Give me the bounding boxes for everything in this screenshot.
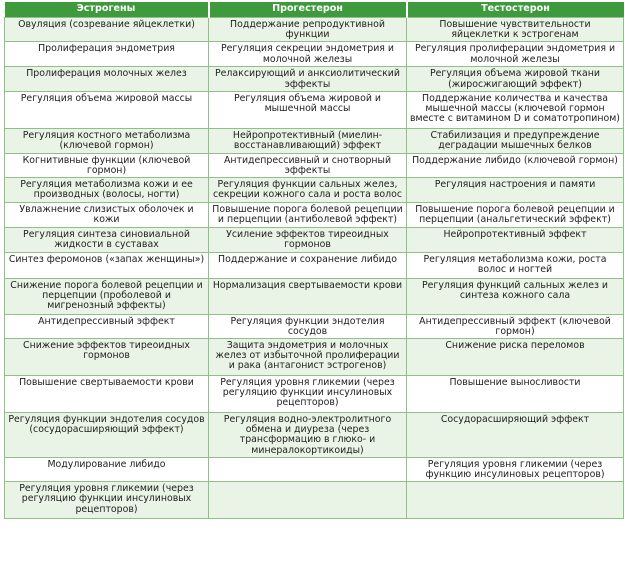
table-row xyxy=(5,153,624,177)
table-row xyxy=(5,278,624,314)
table-row xyxy=(5,67,624,91)
cell-progesterone: Усиление эффектов тиреоидных гормонов xyxy=(209,228,407,252)
cell-estrogens: Антидепрессивный эффект xyxy=(5,314,209,338)
table-row xyxy=(5,128,624,153)
cell-testosterone: Повышение порога болевой рецепции и перцепции (анальгетический эффект) xyxy=(407,203,624,228)
cell-estrogens: Повышение свертываемости крови xyxy=(5,376,209,413)
table-row xyxy=(5,42,624,67)
cell-progesterone: Нормализация свертываемости крови xyxy=(209,278,407,314)
cell-testosterone xyxy=(407,482,624,519)
cell-testosterone: Повышение выносливости xyxy=(407,376,624,413)
header-row xyxy=(5,2,624,18)
table-row xyxy=(5,339,624,376)
header-estrogens: Эстрогены xyxy=(5,2,209,18)
cell-testosterone: Регуляция функций сальных желез и синтеза кожного сала xyxy=(407,278,624,314)
table-row xyxy=(5,314,624,338)
cell-estrogens: Снижение порога болевой рецепции и перцепции (проболевой и мигренозный эффекты) xyxy=(5,278,209,314)
cell-progesterone: Регуляция секреции эндометрия и молочной железы xyxy=(209,42,407,67)
cell-estrogens: Пролиферация молочных желез xyxy=(5,67,209,91)
cell-estrogens: Регуляция уровня гликемии (через регуляцию функции инсулиновых рецепторов) xyxy=(5,482,209,519)
table-row xyxy=(5,178,624,203)
cell-testosterone: Поддержание количества и качества мышечной массы (ключевой гормон вместе с витамином D и соматотропином) xyxy=(407,91,624,128)
cell-estrogens: Регуляция костного метаболизма (ключевой гормон) xyxy=(5,128,209,153)
cell-progesterone: Регуляция водно-электролитного обмена и диуреза (через трансформацию в глюко- и минералокортикоиды) xyxy=(209,413,407,458)
cell-progesterone: Регуляция объема жировой и мышечной массы xyxy=(209,91,407,128)
cell-testosterone: Регуляция настроения и памяти xyxy=(407,178,624,203)
hormone-table-container xyxy=(4,2,623,519)
header-testosterone: Тестостерон xyxy=(407,2,624,18)
table-row xyxy=(5,252,624,278)
table-row xyxy=(5,413,624,458)
cell-estrogens: Когнитивные функции (ключевой гормон) xyxy=(5,153,209,177)
cell-testosterone: Снижение риска переломов xyxy=(407,339,624,376)
cell-testosterone: Регуляция пролиферации эндометрия и молочной железы xyxy=(407,42,624,67)
table-row xyxy=(5,228,624,252)
cell-estrogens: Регуляция синтеза синовиальной жидкости в суставах xyxy=(5,228,209,252)
cell-estrogens: Увлажнение слизистых оболочек и кожи xyxy=(5,203,209,228)
cell-estrogens: Регуляция метаболизма кожи и ее производных (волосы, ногти) xyxy=(5,178,209,203)
hormone-functions-table xyxy=(4,2,624,519)
cell-progesterone: Регуляция функции эндотелия сосудов xyxy=(209,314,407,338)
cell-estrogens: Снижение эффектов тиреоидных гормонов xyxy=(5,339,209,376)
cell-estrogens: Регуляция функции эндотелия сосудов (сосудорасширяющий эффект) xyxy=(5,413,209,458)
cell-progesterone: Антидепрессивный и снотворный эффекты xyxy=(209,153,407,177)
cell-progesterone: Регуляция функции сальных желез, секреции кожного сала и роста волос xyxy=(209,178,407,203)
cell-testosterone: Повышение чувствительности яйцеклетки к эстрогенам xyxy=(407,18,624,42)
cell-testosterone: Антидепрессивный эффект (ключевой гормон) xyxy=(407,314,624,338)
table-row xyxy=(5,482,624,519)
table-row xyxy=(5,203,624,228)
cell-estrogens: Регуляция объема жировой массы xyxy=(5,91,209,128)
cell-testosterone: Регуляция метаболизма кожи, роста волос и ногтей xyxy=(407,252,624,278)
table-row xyxy=(5,91,624,128)
table-row xyxy=(5,457,624,481)
cell-progesterone: Регуляция уровня гликемии (через регуляцию функции инсулиновых рецепторов) xyxy=(209,376,407,413)
cell-progesterone xyxy=(209,482,407,519)
cell-progesterone: Защита эндометрия и молочных желез от избыточной пролиферации и рака (антагонист эстрогенов) xyxy=(209,339,407,376)
cell-progesterone: Релаксирующий и анксиолитический эффекты xyxy=(209,67,407,91)
cell-progesterone: Поддержание репродуктивной функции xyxy=(209,18,407,42)
cell-testosterone: Нейропротективный эффект xyxy=(407,228,624,252)
cell-testosterone: Поддержание либидо (ключевой гормон) xyxy=(407,153,624,177)
table-row xyxy=(5,18,624,42)
cell-estrogens: Пролиферация эндометрия xyxy=(5,42,209,67)
cell-progesterone xyxy=(209,457,407,481)
cell-testosterone: Регуляция объема жировой ткани (жиросжигающий эффект) xyxy=(407,67,624,91)
cell-estrogens: Овуляция (созревание яйцеклетки) xyxy=(5,18,209,42)
cell-progesterone: Повышение порога болевой рецепции и перцепции (антиболевой эффект) xyxy=(209,203,407,228)
cell-estrogens: Модулирование либидо xyxy=(5,457,209,481)
cell-progesterone: Нейропротективный (миелин-восстанавливающий) эффект xyxy=(209,128,407,153)
table-row xyxy=(5,376,624,413)
cell-testosterone: Регуляция уровня гликемии (через функцию инсулиновых рецепторов) xyxy=(407,457,624,481)
header-progesterone: Прогестерон xyxy=(209,2,407,18)
cell-estrogens: Синтез феромонов («запах женщины») xyxy=(5,252,209,278)
cell-testosterone: Сосудорасширяющий эффект xyxy=(407,413,624,458)
table-body xyxy=(5,18,624,519)
cell-testosterone: Стабилизация и предупреждение деградации мышечных белков xyxy=(407,128,624,153)
cell-progesterone: Поддержание и сохранение либидо xyxy=(209,252,407,278)
